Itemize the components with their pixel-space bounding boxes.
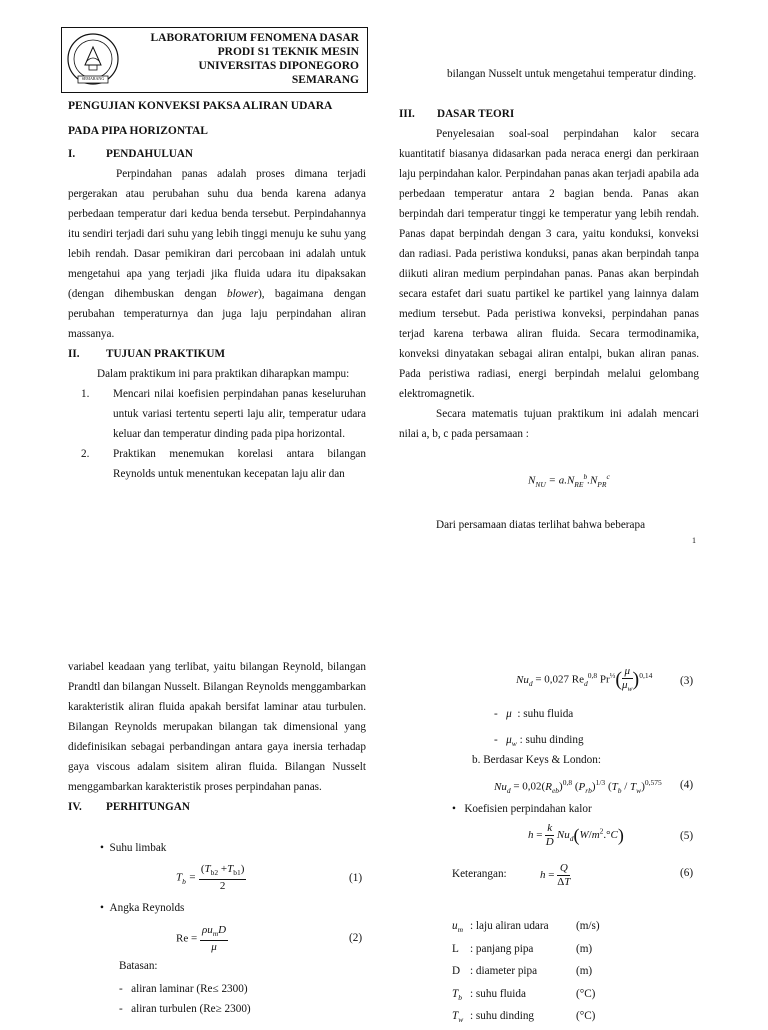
keterangan-label: Keterangan:	[452, 868, 507, 880]
keys-london-label: b. Berdasar Keys & London:	[472, 754, 601, 766]
legend-symbol: $u_m$	[452, 920, 464, 935]
intro-paragraph: Perpindahan panas adalah proses dimana terjadi pergerakan atau perubahan suhu dua benda karena adanya perbedaan temperatur dari kedua benda tersebut. Perpindahannya itu sendiri terjadi dari suhu yang lebih tinggi menuju ke suhu yang lebih rendah. Dasar pemikiran dari percobaan ini adalah untuk mengetahui apa yang terjadi jika fluida udara itu dipaksakan (dengan dihembuskan dengan blower), bagaimana dengan perubahan temperaturnya dan juga laju perpindahan aliran massanya.	[68, 168, 366, 340]
legend-description: : suhu dinding	[470, 1010, 535, 1022]
section-heading-perhitungan: IV. PERHITUNGAN	[68, 801, 190, 813]
equation-4-number: (4)	[680, 779, 694, 791]
list-item: 1. Mencari nilai koefisien perpindahan panas keseluruhan untuk variasi tertentu seperti laju alir, temperatur udara keluar dan temperatur dinding pada pipa horizontal.	[81, 388, 366, 440]
bullet-koefisien: • Koefisien perpindahan kalor	[452, 803, 592, 815]
header-line: SEMARANG	[291, 74, 359, 86]
equation-3-number: (3)	[680, 675, 694, 687]
blower-term: blower	[226, 288, 259, 300]
equation-2-number: (2)	[349, 932, 363, 944]
list-item: 2. Praktikan menemukan korelasi antara bilangan Reynolds untuk menentukan kecepatan laju alir dan	[81, 448, 366, 480]
equation-main: $N_{NU} = a.N_{RE}^b.N_{PR}^c$	[528, 472, 610, 489]
bullet-suhu-limbak: • Suhu limbak	[100, 842, 167, 854]
theory-paragraph-2: Secara matematis tujuan praktikum ini adalah mencari nilai a, b, c pada persamaan :	[399, 408, 699, 440]
header-line: UNIVERSITAS DIPONEGORO	[198, 60, 359, 72]
section-heading-tujuan: II. TUJUAN PRAKTIKUM	[68, 348, 226, 360]
page-number: 1	[692, 536, 696, 545]
legend-row	[450, 984, 710, 1004]
objectives-continuation: bilangan Nusselt untuk mengetahui temperatur dinding.	[447, 68, 697, 80]
legend-symbol: L	[452, 942, 459, 955]
legend-description: : suhu fluida	[470, 987, 526, 1000]
equation-1: $T_b$ = $\frac{(T_{b2} +T_{b1})}{2}$	[176, 863, 245, 893]
legend-unit: (°C)	[576, 987, 596, 1000]
legend-row	[450, 1006, 710, 1026]
limit-item: - aliran laminar (Re≤ 2300)	[119, 983, 248, 995]
theory-paragraph: Penyelesaian soal-soal perpindahan kalor secara kuantitatif biasanya didasarkan pada neraca energi dan perkiraan laju perpindahan kalor. Perpindahan panas akan terjadi apabila ada perbedaan temperatur antara 2 bagian benda. Panas akan berpindah dari temperatur tinggi ke temperatur yang lebih rendah. Panas dapat berpindah dengan 3 cara, yaitu konduksi, konveksi dan radiasi. Pada peristiwa konduksi, panas akan berpindah tanpa diikuti aliran medium perpindahan panas. Panas akan berpindah secara estafet dari suatu partikel ke partikel yang lainnya dalam medium tersebut. Pada peristiwa konveksi, perpindahan panas terjad karena terbawa aliran fluida. Secara termodinamika, konveksi dinyatakan sebagai aliran entalpi, bukan aliran panas. Pada peristiwa radiasi, energi berpindah melalui gelombang elektromagnetik.	[399, 128, 699, 400]
mu-wall-item: - $\mu_w$ : suhu dinding	[494, 734, 584, 749]
legend-symbol: D	[452, 965, 461, 977]
legend-description: : panjang pipa	[470, 942, 534, 955]
logo-label: SEMARANG	[81, 76, 105, 81]
legend-row	[450, 939, 710, 959]
document-title	[68, 94, 378, 144]
legend-symbol: $T_w$	[452, 1010, 464, 1025]
legend-unit: (m)	[576, 965, 593, 977]
equation-5: h = $\frac{k}{D}$ $Nu_d(W/m^2.^\circ C)$	[528, 822, 624, 848]
title-line: PENGUJIAN KONVEKSI PAKSA ALIRAN UDARA	[68, 100, 333, 112]
section-heading-dasar-teori: III. DASAR TEORI	[399, 108, 515, 120]
batasan-label: Batasan:	[119, 960, 158, 972]
equation-5-number: (5)	[680, 830, 694, 842]
legend-description: : laju aliran udara	[470, 920, 549, 932]
title-line: PADA PIPA HORIZONTAL	[68, 125, 208, 137]
mu-fluid-item: - μ : suhu fluida	[494, 708, 574, 720]
equation-3: $Nu_d = 0,027$ $Re_d^{0,8}$ $Pr^{\frac{1}{3}}$( $\frac{\mu}{\mu_w}$ )$^{0,14}$	[516, 665, 653, 694]
theory-paragraph-3: Dari persamaan diatas terlihat bahwa beberapa	[436, 519, 646, 531]
equation-4: $Nu_d = 0,02(R_{eb})^{0,8}$ $(P_{rb})^{1/3}$ $(T_b / T_w)^{0,575}$	[494, 778, 662, 795]
objectives-intro: Dalam praktikum ini para praktikan diharapkan mampu:	[97, 368, 350, 380]
equation-1-number: (1)	[349, 872, 363, 884]
limit-item: - aliran turbulen (Re≥ 2300)	[119, 1003, 251, 1015]
header-text	[123, 31, 359, 87]
left-column-upper	[68, 144, 366, 484]
legend-unit: (m/s)	[576, 920, 600, 932]
equation-2: Re = $\frac{\rho u_mD}{\mu}$	[176, 924, 227, 954]
legend-unit: (°C)	[576, 1010, 596, 1022]
equation-6: h = $\frac{Q}{\Delta T}$	[540, 862, 571, 888]
objectives-list	[68, 384, 366, 484]
equation-6-number: (6)	[680, 867, 694, 879]
legend-row	[450, 961, 710, 981]
legend-symbol: $T_b$	[452, 987, 462, 1002]
section-heading-pendahuluan: I. PENDAHULUAN	[68, 148, 194, 160]
left-column-lower	[68, 657, 366, 817]
bullet-angka-reynolds: • Angka Reynolds	[100, 902, 185, 914]
variables-paragraph: variabel keadaan yang terlibat, yaitu bilangan Reynold, bilangan Prandtl dan bilangan Nusselt. Bilangan Reynolds menggambarkan karakteristik aliran fluida apakah bersifat laminar atau turbulen. Bilangan Reynolds merupakan bilangan tak dimensional yang didefinisikan sebagai perbandingan antara gaya inersia terhadap gaya viscous adalam sisitem aliran fluida. Bilangan Nusselt menggambarkan karakteristik proses perpindahan panas.	[68, 661, 366, 793]
legend-row	[450, 916, 710, 936]
header-line: LABORATORIUM FENOMENA DASAR	[150, 32, 359, 44]
header-line: PRODI S1 TEKNIK MESIN	[217, 46, 359, 58]
legend-description: : diameter pipa	[470, 965, 538, 977]
right-column-upper	[399, 104, 699, 444]
legend-unit: (m)	[576, 942, 593, 955]
